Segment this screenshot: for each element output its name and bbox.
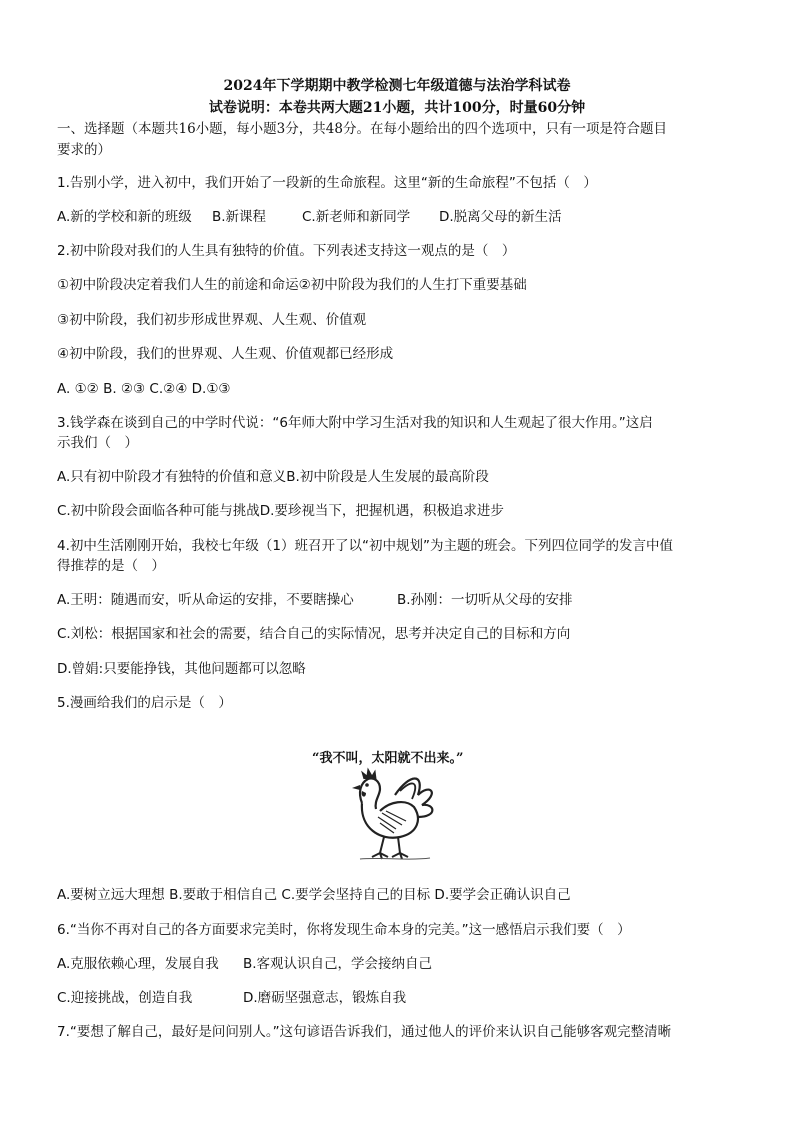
question-3-options-ab: A.只有初中阶段才有独特的价值和意义B.初中阶段是人生发展的最高阶段	[57, 469, 489, 485]
section-heading-cont: 要求的）	[57, 142, 111, 158]
question-2-options: A. ①② B. ②③ C.②④ D.①③	[57, 381, 231, 397]
question-3-stem-cont: 示我们（ ）	[57, 435, 138, 451]
question-6-stem: 6.“当你不再对自己的各方面要求完美时，你将发现生命本身的完美。”这一感悟启示我们要（ ）	[57, 922, 631, 938]
question-6-option-c: C.迎接挑战，创造自我	[57, 990, 193, 1006]
question-1-option-c: C.新老师和新同学	[302, 209, 411, 225]
exam-instructions: 试卷说明：本卷共两大题21小题，共计100分，时量60分钟	[208, 100, 586, 116]
question-3-stem: 3.钱学森在谈到自己的中学时代说：“6年师大附中学习生活对我的知识和人生观起了很大作用。”这启	[57, 415, 653, 431]
exam-title: 2024年下学期期中教学检测七年级道德与法治学科试卷	[223, 78, 571, 94]
question-4-stem: 4.初中生活刚刚开始，我校七年级（1）班召开了以“初中规划”为主题的班会。下列四位同学的发言中值	[57, 538, 673, 554]
section-heading: 一、选择题（本题共16小题，每小题3分，共48分。在每小题给出的四个选项中，只有一项是符合题目	[57, 121, 667, 137]
question-4-option-a: A.王明：随遇而安，听从命运的安排，不要瞎操心	[57, 592, 354, 608]
question-2-stem: 2.初中阶段对我们的人生具有独特的价值。下列表述支持这一观点的是（ ）	[57, 243, 516, 259]
question-6-option-b: B.客观认识自己，学会接纳自己	[243, 956, 433, 972]
question-1-option-b: B.新课程	[212, 209, 267, 225]
question-2-statement-3: ③初中阶段，我们初步形成世界观、人生观、价值观	[57, 312, 367, 328]
question-1-option-a: A.新的学校和新的班级	[57, 209, 192, 225]
question-1-stem: 1.告别小学，进入初中，我们开始了一段新的生命旅程。这里“新的生命旅程”不包括（ ）	[57, 175, 597, 191]
question-3-options-cd: C.初中阶段会面临各种可能与挑战D.要珍视当下，把握机遇，积极追求进步	[57, 503, 504, 519]
question-5-stem: 5.漫画给我们的启示是（ ）	[57, 695, 232, 711]
question-7-stem: 7.“要想了解自己，最好是问问别人。”这句谚语告诉我们，通过他人的评价来认识自己能够客观完整清晰	[57, 1024, 672, 1040]
question-6-option-d: D.磨砺坚强意志，锻炼自我	[243, 990, 407, 1006]
question-4-stem-cont: 得推荐的是（ ）	[57, 558, 165, 574]
rooster-icon	[300, 733, 480, 865]
question-4-option-d: D.曾娟:只要能挣钱，其他问题都可以忽略	[57, 661, 306, 677]
question-1-option-d: D.脱离父母的新生活	[439, 209, 562, 225]
question-2-statement-4: ④初中阶段，我们的世界观、人生观、价值观都已经形成	[57, 346, 394, 362]
question-6-option-a: A.克服依赖心理，发展自我	[57, 956, 219, 972]
cartoon-caption: “我不叫，太阳就不出来。”	[312, 751, 464, 766]
rooster-cartoon	[300, 733, 480, 865]
question-4-option-b: B.孙刚：一切听从父母的安排	[397, 592, 573, 608]
question-2-statement-1-2: ①初中阶段决定着我们人生的前途和命运②初中阶段为我们的人生打下重要基础	[57, 277, 527, 293]
question-4-option-c: C.刘松：根据国家和社会的需要，结合自己的实际情况，思考并决定自己的目标和方向	[57, 626, 571, 642]
question-5-options: A.要树立远大理想 B.要敢于相信自己 C.要学会坚持自己的目标 D.要学会正确认识自己	[57, 887, 571, 903]
